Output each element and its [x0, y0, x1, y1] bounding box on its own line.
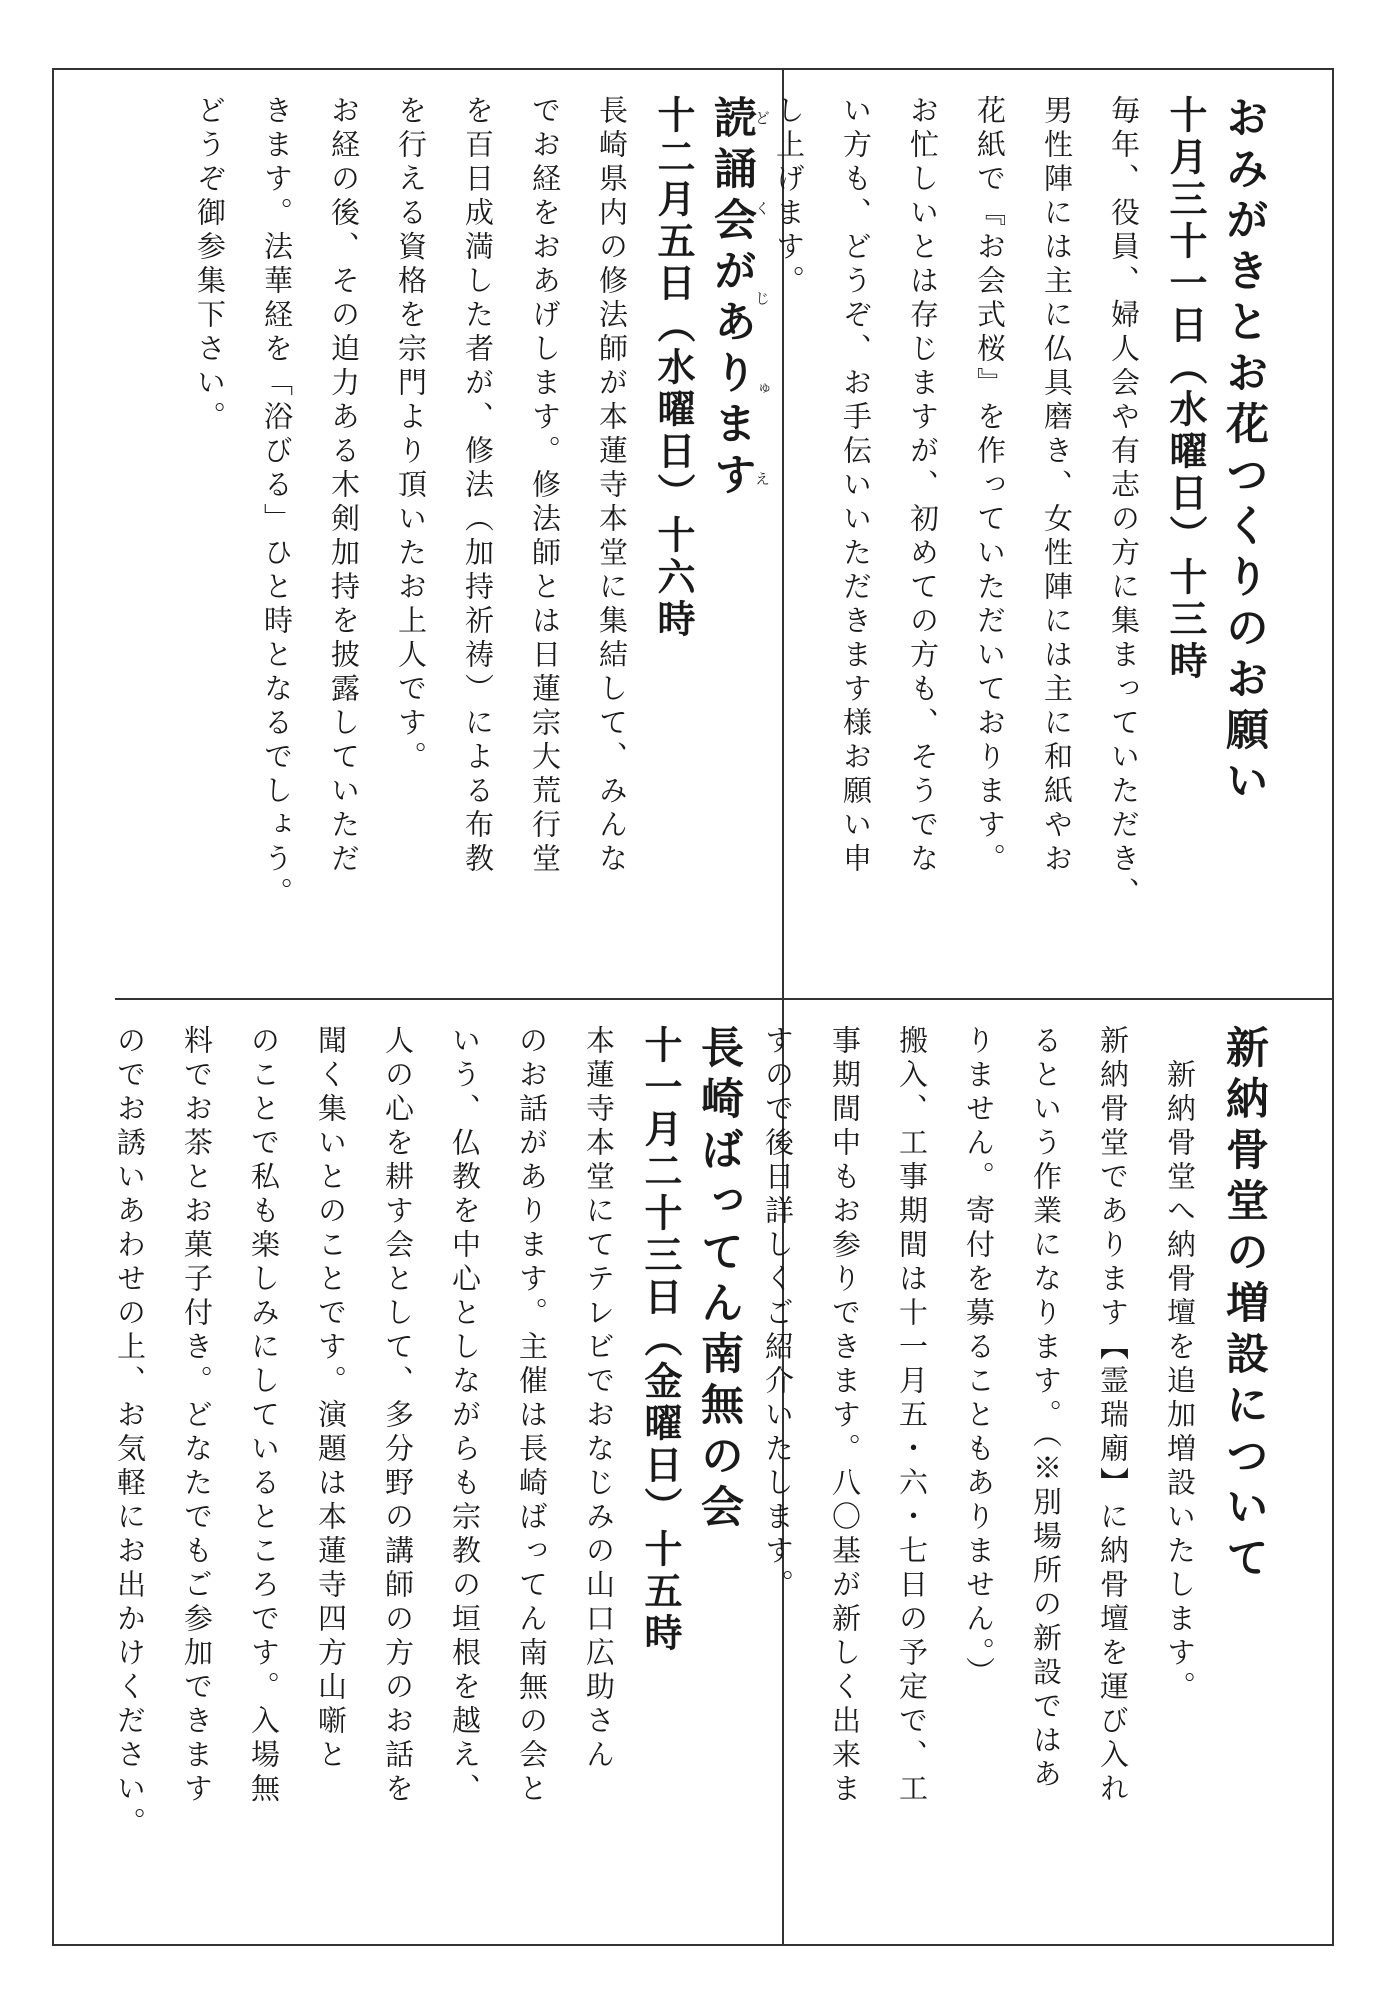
body-line: 花紙で『お会式桜』を作っていただいております。	[973, 95, 1007, 877]
section-nokotsudo	[761, 1025, 1275, 1925]
body-line: い方も、どうぞ、お手伝いいただきます様お願い申	[839, 95, 873, 877]
section-batten-namu	[113, 1025, 770, 1925]
body-line: 長崎県内の修法師が本蓮寺本堂に集結して、みんな	[595, 95, 629, 877]
body-line: りません。寄付を募ることもありません。）	[962, 1025, 996, 1691]
body-line: を行える資格を宗門より頂いたお上人です。	[394, 95, 428, 775]
event-date: 十一月二十三日（金曜日）十五時	[638, 1025, 683, 1655]
body-line: を百日成満した者が、修法（加持祈祷）による布教	[461, 95, 495, 877]
title-reading: どくじゅえ	[753, 95, 771, 503]
body-line: 新納骨堂へ納骨壇を追加増設いたします。	[1163, 1025, 1197, 1705]
body-line: 男性陣には主に仏具磨き、女性陣には主に和紙やお	[1040, 95, 1074, 877]
body-line: でお経をおあげします。修法師とは日蓮宗大荒行堂	[528, 95, 562, 877]
body-line: し上げます。	[772, 95, 806, 299]
section-title-text: 読誦会があります	[707, 95, 757, 503]
body-line: いう、仏教を中心としながらも宗教の垣根を越え、	[448, 1025, 482, 1807]
row-divider	[115, 998, 1334, 1000]
section-title	[701, 95, 770, 985]
section-omigaki	[772, 95, 1275, 985]
body-line: 事期間中もお参りできます。八〇基が新しく出来ま	[828, 1025, 862, 1807]
body-line: 人の心を耕す会として、多分野の講師の方のお話を	[381, 1025, 415, 1807]
body-line: 本蓮寺本堂にてテレビでおなじみの山口広助さん	[582, 1025, 616, 1773]
body-line: お忙しいとは存じますが、初めての方も、そうでな	[906, 95, 940, 877]
section-title: おみがきとお花つくりのお願い	[1219, 95, 1269, 809]
event-date: 十月三十一日（水曜日）十三時	[1163, 95, 1208, 683]
body-line: 毎年、役員、婦人会や有志の方に集まっていただき、	[1107, 95, 1141, 911]
body-line: きます。法華経を「浴びる」ひと時となるでしょう。	[260, 95, 294, 911]
body-line: のお話があります。主催は長崎ばってん南無の会と	[515, 1025, 549, 1807]
body-line: 新納骨堂であります【霊瑞廟】に納骨壇を運び入れ	[1096, 1025, 1130, 1807]
section-title: 長崎ばってん南無の会	[694, 1025, 744, 1535]
section-dokujue	[130, 95, 770, 985]
event-date: 十二月五日（水曜日）十六時	[651, 95, 696, 641]
body-line: 搬入、工事期間は十一月五・六・七日の予定で、工	[895, 1025, 929, 1807]
body-line: 聞く集いとのことです。演題は本蓮寺四方山噺と	[314, 1025, 348, 1773]
body-line: のことで私も楽しみにしているところです。入場無	[247, 1025, 281, 1807]
body-line: お経の後、その迫力ある木剣加持を披露していただ	[327, 95, 361, 877]
body-line: どうぞ御参集下さい。	[193, 95, 227, 435]
body-line: 料でお茶とお菓子付き。どなたでもご参加できます	[180, 1025, 214, 1807]
body-line: のでお誘いあわせの上、お気軽にお出かけください。	[113, 1025, 147, 1841]
body-line: すので後日詳しくご紹介いたします。	[761, 1025, 795, 1603]
body-line: るという作業になります。（※別場所の新設ではあ	[1029, 1025, 1063, 1793]
section-title: 新納骨堂の増設について	[1219, 1025, 1269, 1586]
